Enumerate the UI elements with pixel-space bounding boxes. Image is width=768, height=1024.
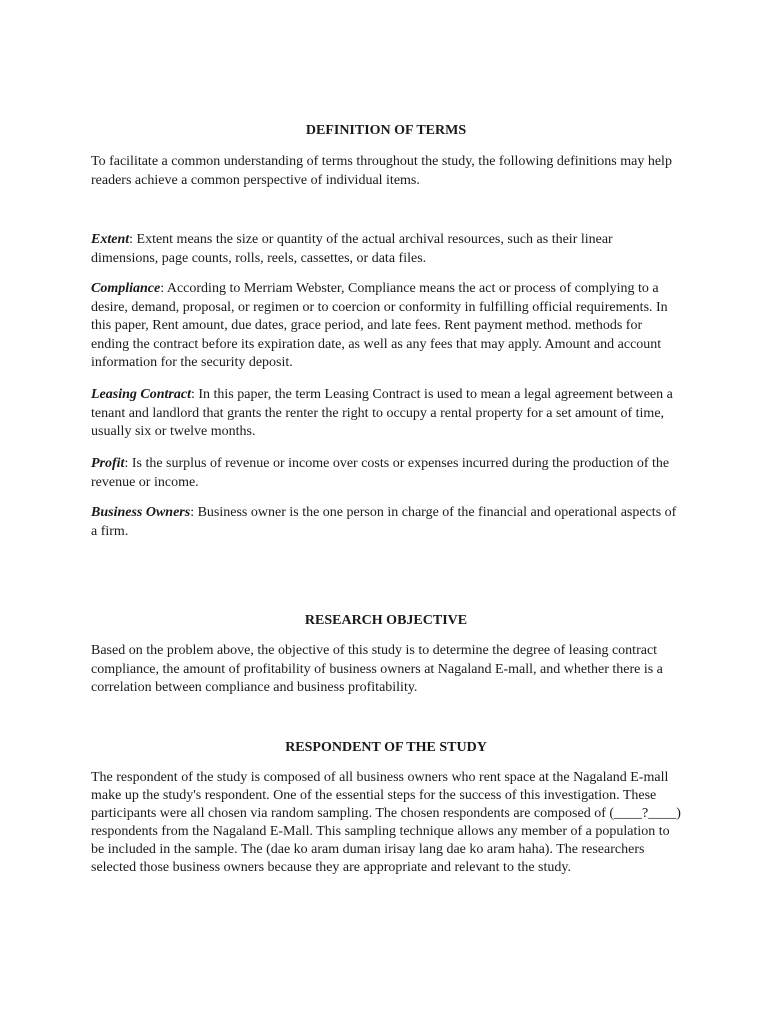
definition-compliance bbox=[91, 280, 681, 373]
term-leasing-contract: Leasing Contract bbox=[91, 387, 191, 402]
term-extent: Extent bbox=[91, 232, 130, 247]
definition-extent-text: : Extent means the size or quantity of the actual archival resources, such as their linear dimensions, page counts, rolls, reels, cassettes, or data files. bbox=[91, 232, 613, 266]
definitions-intro: To facilitate a common understanding of terms throughout the study, the following definitions may help readers achieve a common perspective of individual items. bbox=[91, 154, 672, 188]
term-profit: Profit bbox=[91, 456, 125, 471]
definition-compliance-text: : According to Merriam Webster, Compliance means the act or process of complying to a desire, demand, proposal, or regimen or to coercion or conformity in fulfilling official requirements. In this paper, Rent amount, due dates, grace period, and late fees. Rent payment method. methods for ending the contract before its expiration date, as well as any fees that may apply. Amount and account information for the security deposit. bbox=[91, 281, 668, 370]
definition-extent bbox=[91, 231, 681, 268]
definition-business-owners bbox=[91, 504, 681, 541]
definition-profit bbox=[91, 455, 681, 492]
respondent-text: The respondent of the study is composed of all business owners who rent space at the Nagaland E-mall make up the study's respondent. One of the essential steps for the success of this investigation. These participants were all chosen via random sampling. The chosen respondents are composed of (____?____) respondents from the Nagaland E-Mall. This sampling technique allows any member of a population to be included in the sample. The (dae ko aram duman irisay lang dae ko aram haha). The researchers selected those business owners because they are appropriate and relevant to the study. bbox=[91, 770, 681, 875]
definition-of-terms-heading: DEFINITION OF TERMS bbox=[305, 123, 467, 138]
definition-leasing-contract bbox=[91, 386, 681, 442]
definition-business-owners-text: : Business owner is the one person in charge of the financial and operational aspects of a firm. bbox=[91, 505, 677, 539]
research-objective-text: Based on the problem above, the objective of this study is to determine the degree of leasing contract compliance, the amount of profitability of business owners at Nagaland E-mall, and whether there is a correlation between compliance and business profitability. bbox=[91, 643, 663, 695]
term-compliance: Compliance bbox=[91, 281, 161, 296]
respondent-heading: RESPONDENT OF THE STUDY bbox=[285, 740, 487, 755]
definition-profit-text: : Is the surplus of revenue or income over costs or expenses incurred during the production of the revenue or income. bbox=[91, 456, 670, 490]
definition-leasing-contract-text: : In this paper, the term Leasing Contract is used to mean a legal agreement between a tenant and landlord that grants the renter the right to occupy a rental property for a set amount of time, usually six or twelve months. bbox=[91, 387, 673, 439]
term-business-owners: Business Owners bbox=[91, 505, 191, 520]
research-objective-heading: RESEARCH OBJECTIVE bbox=[304, 613, 468, 628]
